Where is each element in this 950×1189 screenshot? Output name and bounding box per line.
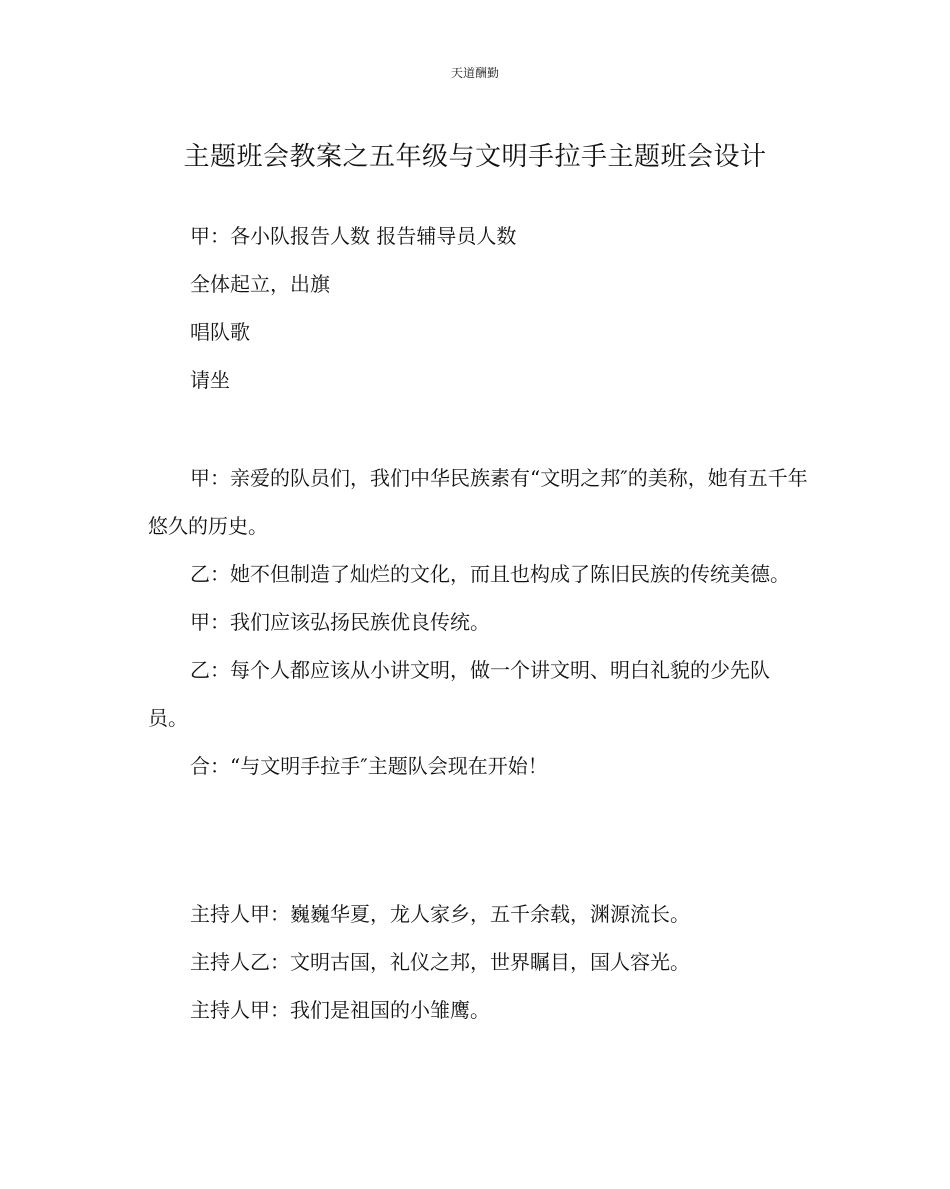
document-title: 主题班会教案之五年级与文明手拉手主题班会设计 (183, 142, 767, 172)
section-hosts (148, 890, 808, 1034)
section-opening (148, 212, 808, 404)
paragraph: 请坐 (190, 368, 230, 392)
page-header: 天道酬勤 (450, 66, 499, 80)
paragraph: 主持人甲：我们是祖国的小雏鹰。 (190, 998, 490, 1022)
paragraph: 主持人乙：文明古国，礼仪之邦，世界瞩目，国人容光。 (190, 950, 690, 974)
paragraph: 甲：我们应该弘扬民族优良传统。 (190, 610, 490, 634)
paragraph: 乙：她不但制造了灿烂的文化，而且也构成了陈旧民族的传统美德。 (190, 562, 790, 586)
paragraph: 主持人甲：巍巍华夏，龙人家乡，五千余载，渊源流长。 (190, 902, 690, 926)
paragraph: 唱队歌 (190, 320, 250, 344)
paragraph: 甲：各小队报告人数 报告辅导员人数 (190, 224, 517, 248)
paragraph: 合：“与文明手拉手″主题队会现在开始！ (190, 754, 548, 778)
section-dialogue (148, 454, 808, 790)
paragraph: 全体起立，出旗 (190, 272, 330, 296)
paragraph: 甲：亲爱的队员们，我们中华民族素有“文明之邦″的美称，她有五千年悠久的历史。 (148, 466, 808, 538)
paragraph: 乙：每个人都应该从小讲文明，做一个讲文明、明白礼貌的少先队员。 (148, 658, 770, 730)
